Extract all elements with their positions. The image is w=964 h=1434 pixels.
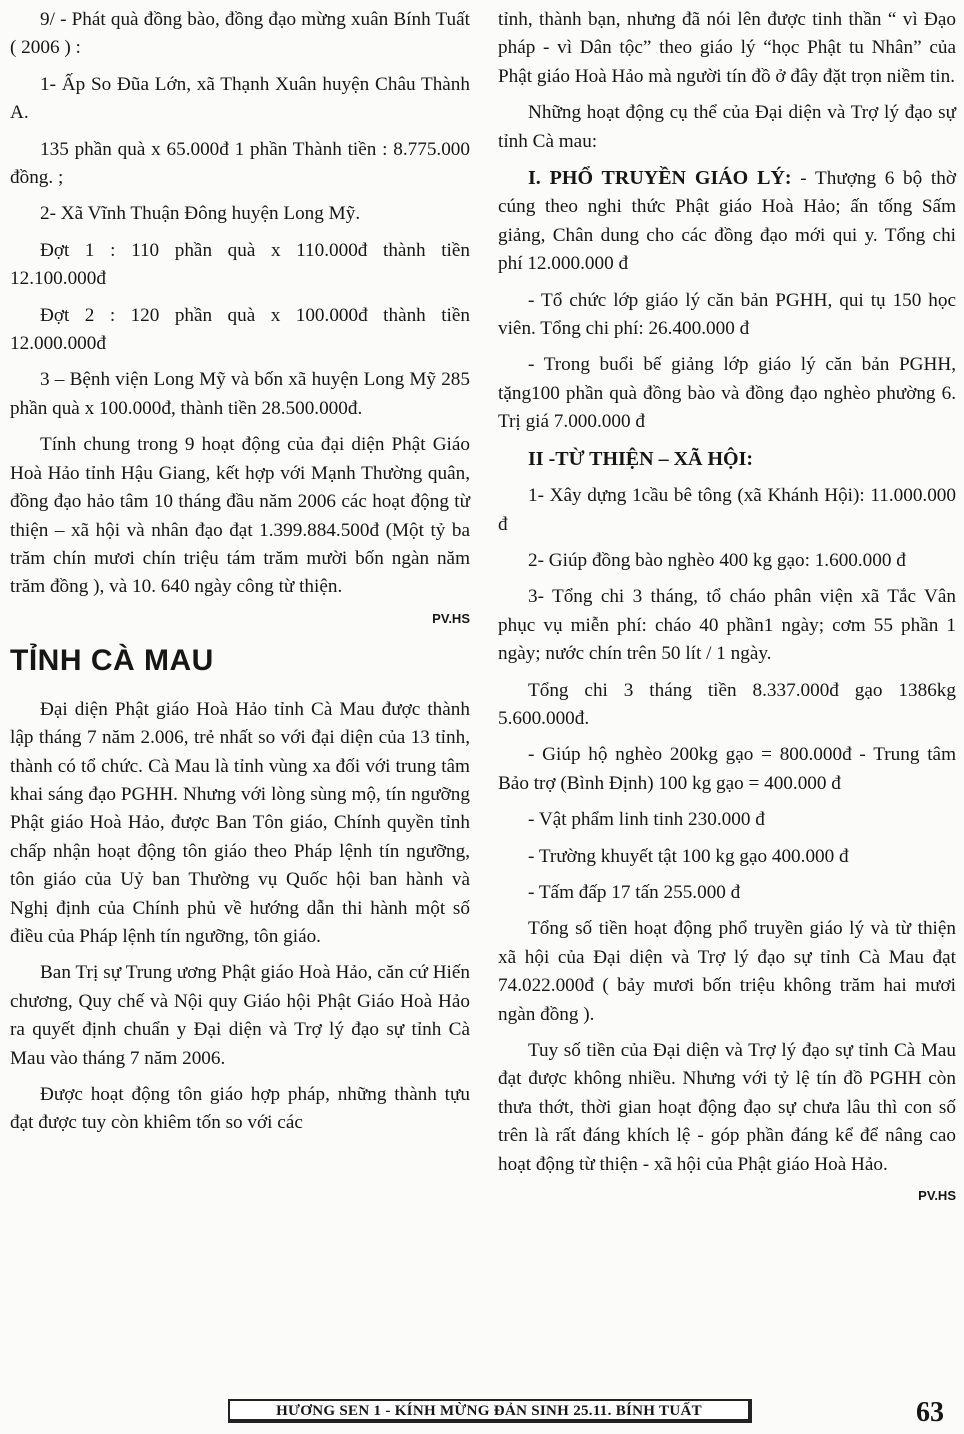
paragraph: Tổng chi 3 tháng tiền 8.337.000đ gạo 1386kg 5.600.000đ. bbox=[498, 679, 956, 729]
subheading: I. PHỔ TRUYỀN GIÁO LÝ: bbox=[528, 167, 792, 190]
paragraph: 1- Ấp So Đũa Lớn, xã Thạnh Xuân huyện Châu Thành A. bbox=[10, 73, 470, 124]
paragraph: Tuy số tiền của Đại diện và Trợ lý đạo sự tỉnh Cà Mau đạt được không nhiều. Nhưng với tỷ lệ tín đồ PGHH còn thưa thớt, thời gian hoạt động đạo sự chưa lâu thì con số trên là rất đáng khích lệ - góp phần đáng kể để nâng cao hoạt động từ thiện - xã hội của Phật giáo Hoà Hảo. bbox=[498, 1040, 956, 1175]
page-number: 63 bbox=[916, 1397, 944, 1428]
section-heading: TỈNH CÀ MAU bbox=[10, 643, 214, 677]
paragraph: - Tổ chức lớp giáo lý căn bản PGHH, qui tụ 150 học viên. Tổng chi phí: 26.400.000 đ bbox=[498, 289, 956, 340]
paragraph: tỉnh, thành bạn, nhưng đã nói lên được tinh thần “ vì Đạo pháp - vì Dân tộc” theo giáo lý “học Phật tu Nhân” của Phật giáo Hoà Hảo mà người tín đồ ở đây đặt trọn niềm tin. bbox=[498, 9, 956, 87]
paragraph: 135 phần quà x 65.000đ 1 phần Thành tiền : 8.775.000 đồng. ; bbox=[10, 138, 470, 189]
paragraph: - Giúp hộ nghèo 200kg gạo = 800.000đ - Trung tâm Bảo trợ (Bình Định) 100 kg gạo = 400.000 đ bbox=[498, 744, 956, 794]
paragraph bbox=[498, 164, 956, 279]
paragraph: 3 – Bệnh viện Long Mỹ và bốn xã huyện Long Mỹ 285 phần quà x 100.000đ, thành tiền 28.500.000đ. bbox=[10, 369, 470, 419]
paragraph: Ban Trị sự Trung ương Phật giáo Hoà Hảo, căn cứ Hiến chương, Quy chế và Nội quy Giáo hội Phật Giáo Hoà Hảo ra quyết định chuẩn y Đại diện và Trợ lý đạo sự tỉnh Cà Mau vào tháng 7 năm 2006. bbox=[10, 962, 470, 1069]
paragraph bbox=[498, 445, 956, 474]
left-column bbox=[10, 6, 470, 1146]
paragraph: Những hoạt động cụ thể của Đại diện và Trợ lý đạo sự tỉnh Cà mau: bbox=[498, 102, 956, 152]
paragraph: Tính chung trong 9 hoạt động của đại diện Phật Giáo Hoà Hảo tỉnh Hậu Giang, kết hợp với Mạnh Thường quân, đồng đạo hảo tâm 10 tháng đầu năm 2006 các hoạt động từ thiện – xã hội và nhân đạo đạt 1.399.884.500đ (Một tỷ ba trăm chín mươi chín triệu tám trăm mười bốn ngàn năm trăm đồng ), và 10. 640 ngày công từ thiện. bbox=[10, 434, 470, 598]
paragraph: 1- Xây dựng 1cầu bê tông (xã Khánh Hội): 11.000.000 đ bbox=[498, 485, 956, 535]
paragraph: - Vật phẩm linh tinh 230.000 đ bbox=[528, 809, 765, 831]
paragraph: Đại diện Phật giáo Hoà Hảo tỉnh Cà Mau được thành lập tháng 7 năm 2.006, trẻ nhất so với đại diện của 13 tỉnh, thành có tổ chức. Cà Mau là tỉnh vùng xa đối với trung tâm khai sáng đạo PGHH. Nhưng với lòng sùng mộ, tín ngưỡng Phật giáo Hoà Hảo, được Ban Tôn giáo, Chính quyền tỉnh chấp nhận hoạt động tôn giáo theo Pháp lệnh tín ngưỡng, tôn giáo của Uỷ ban Thường vụ Quốc hội ban hành và Nghị định của Chính phủ về hướng dẫn thi hành một số điều của Pháp lệnh tín ngưỡng, tôn giáo. bbox=[10, 698, 470, 947]
paragraph: - Trường khuyết tật 100 kg gạo 400.000 đ bbox=[528, 845, 849, 867]
paragraph: - Trong buổi bế giảng lớp giáo lý căn bản PGHH, tặng100 phần quà đồng bào và đồng đạo nghèo phường 6. Trị giá 7.000.000 đ bbox=[498, 354, 956, 433]
subheading-text: - Thượng 6 bộ thờ cúng theo nghi thức Phật giáo Hoà Hảo; ấn tống Sấm giảng, Chân dung cho các đồng đạo mới qui y. Tổng chi phí 12.000.000 đ bbox=[498, 168, 956, 275]
paragraph: Đợt 1 : 110 phần quà x 110.000đ thành tiền 12.100.000đ bbox=[10, 239, 470, 290]
paragraph: Tổng số tiền hoạt động phổ truyền giáo lý và từ thiện xã hội của Đại diện và Trợ lý đạo sự tỉnh Cà Mau đạt 74.022.000đ ( bảy mươi bốn triệu không trăm hai mươi ngàn đồng ). bbox=[498, 918, 956, 1025]
page-footer-banner: HƯƠNG SEN 1 - KÍNH MỪNG ĐẢN SINH 25.11. BÍNH TUẤT bbox=[228, 1399, 752, 1423]
paragraph: 9/ - Phát quà đồng bào, đồng đạo mừng xuân Bính Tuất ( 2006 ) : bbox=[10, 9, 470, 59]
author-signature: PV.HS bbox=[918, 1188, 956, 1204]
paragraph: - Tấm đấp 17 tấn 255.000 đ bbox=[528, 881, 741, 903]
paragraph: 2- Xã Vĩnh Thuận Đông huyện Long Mỹ. bbox=[40, 203, 361, 225]
subheading: II -TỪ THIỆN – XÃ HỘI: bbox=[528, 447, 754, 470]
author-signature: PV.HS bbox=[432, 610, 470, 626]
paragraph: Được hoạt động tôn giáo hợp pháp, những thành tựu đạt được tuy còn khiêm tốn so với các bbox=[10, 1084, 470, 1134]
paragraph: 3- Tổng chi 3 tháng, tổ cháo phân viện xã Tắc Vân phục vụ miễn phí: cháo 40 phần1 ngày; cơm 55 phần 1 ngày; nước chín trên 50 lít / 1 ngày. bbox=[498, 586, 956, 665]
paragraph: 2- Giúp đồng bào nghèo 400 kg gạo: 1.600.000 đ bbox=[528, 549, 906, 571]
paragraph: Đợt 2 : 120 phần quà x 100.000đ thành tiền 12.000.000đ bbox=[10, 304, 470, 355]
right-column bbox=[498, 6, 956, 1215]
